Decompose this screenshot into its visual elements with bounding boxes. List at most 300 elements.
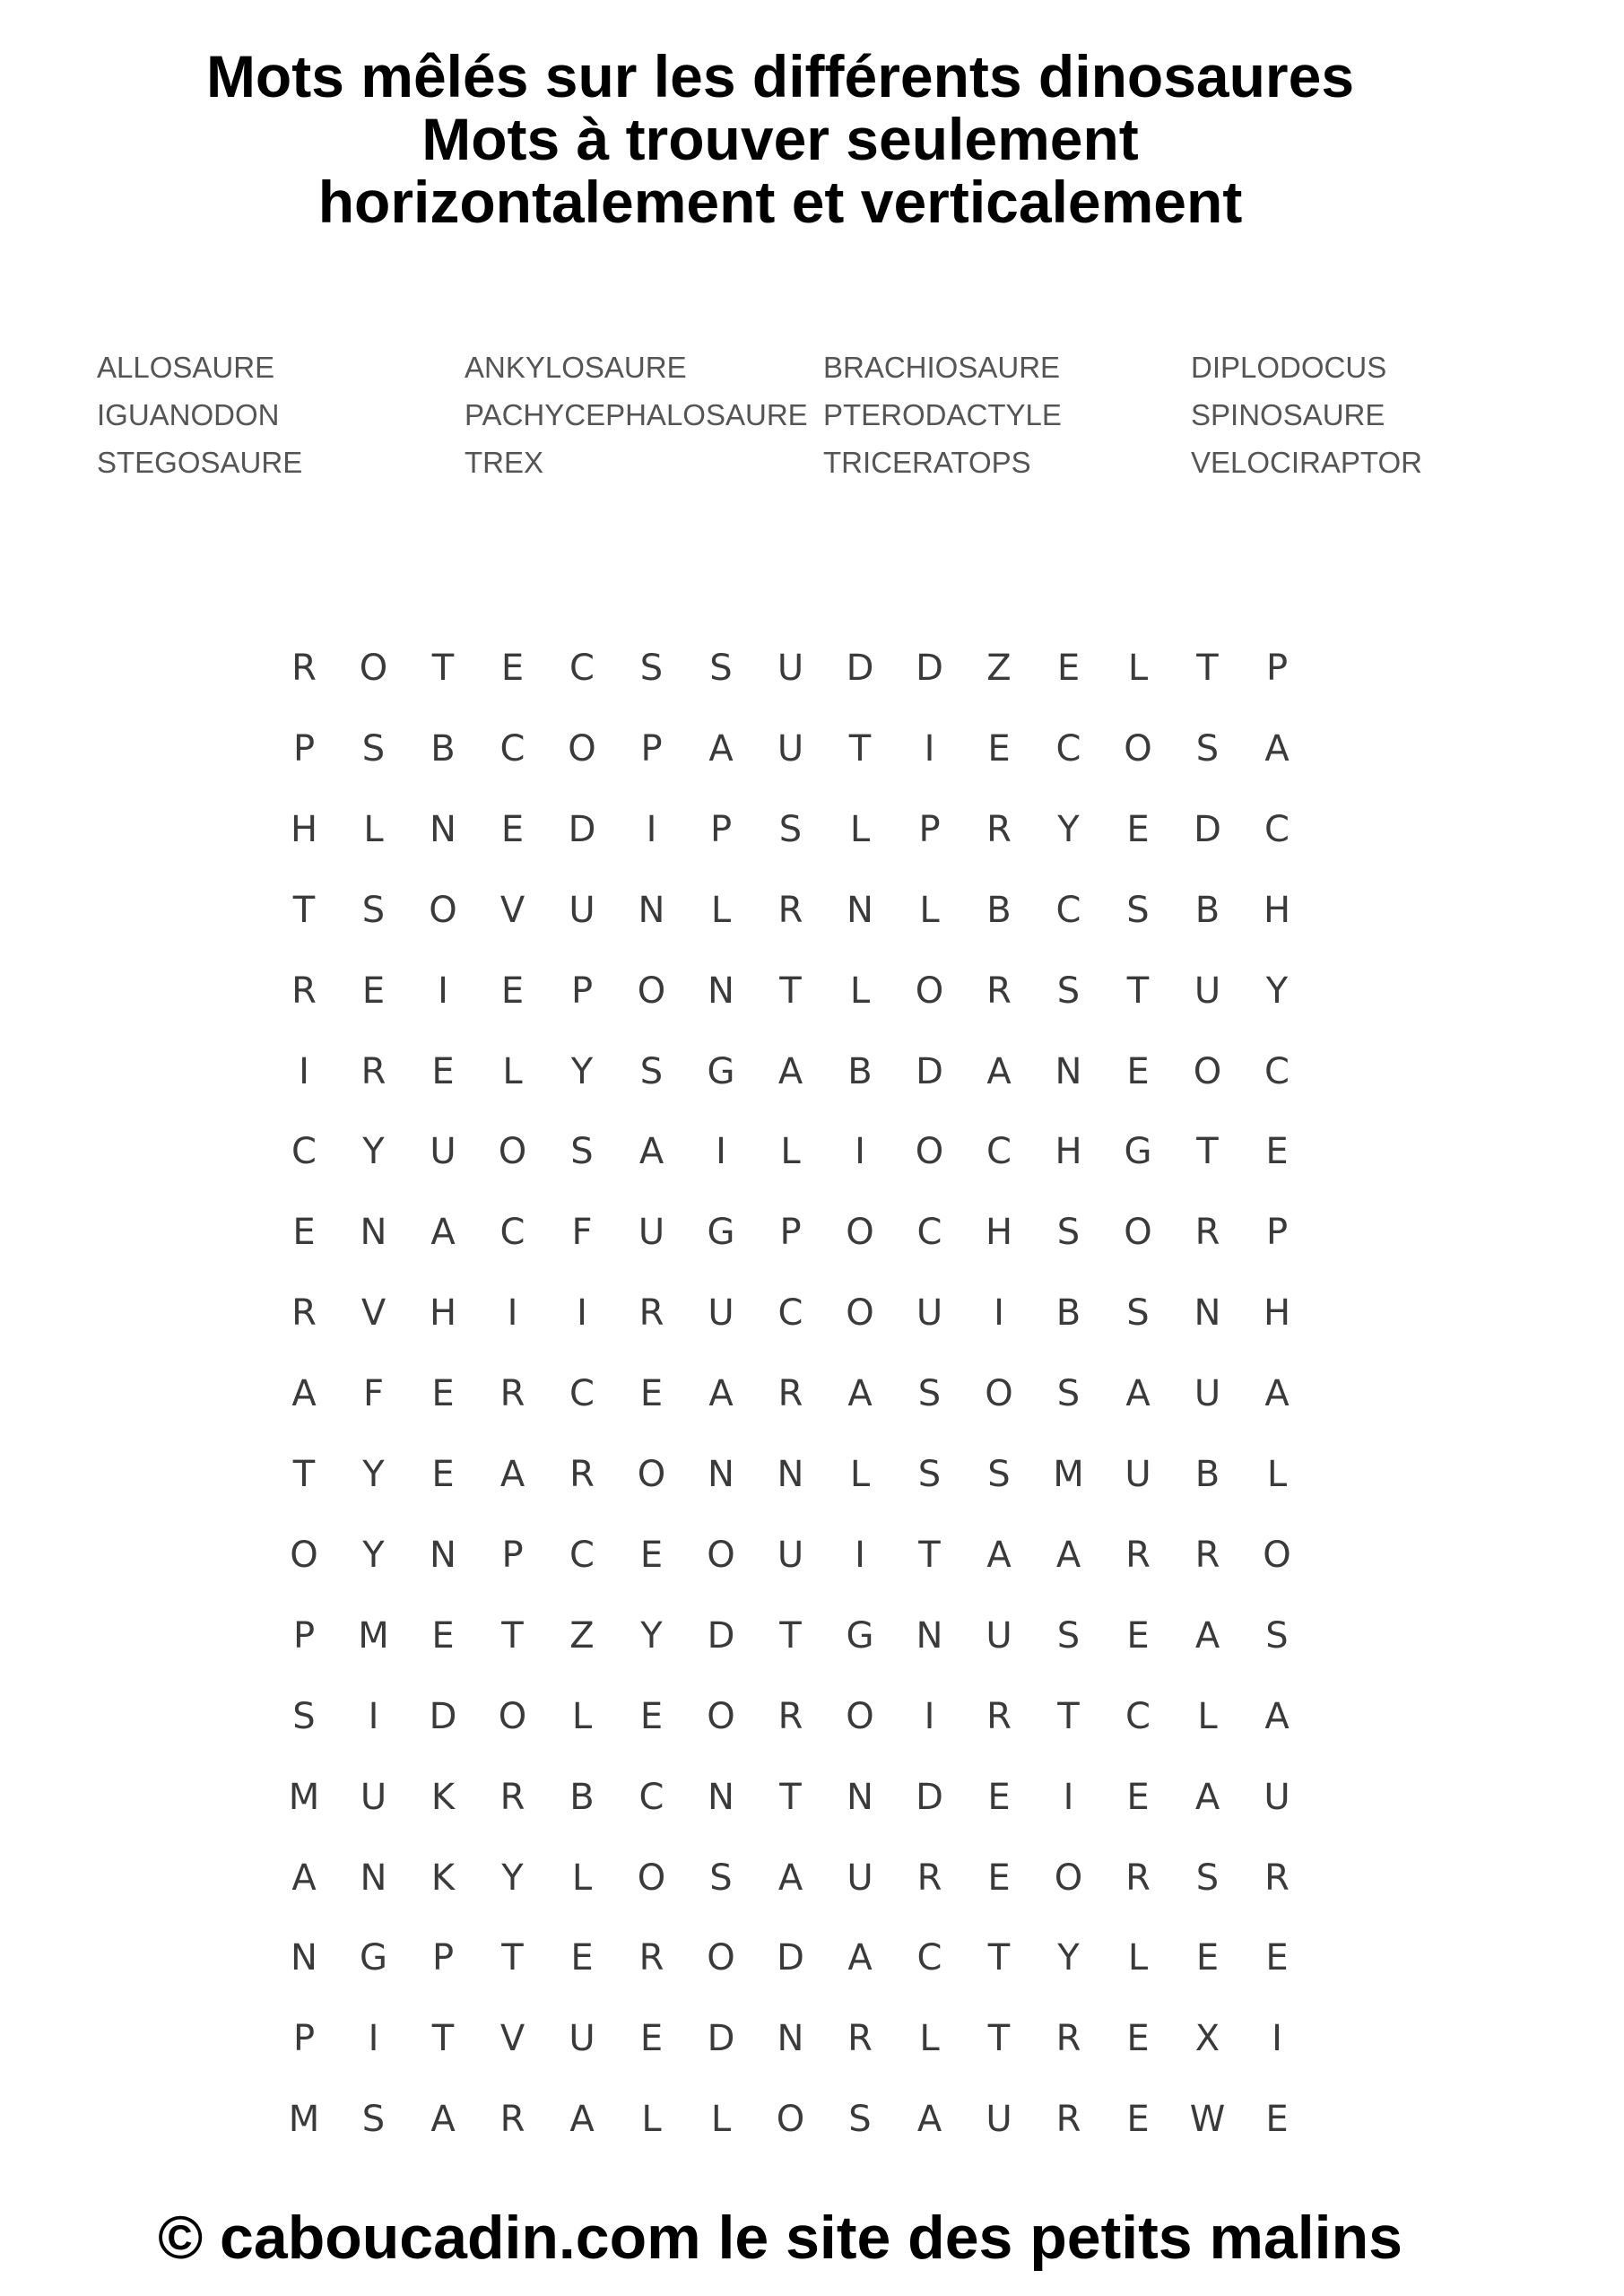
- grid-letter[interactable]: Y: [1057, 808, 1080, 850]
- grid-letter[interactable]: R: [986, 808, 1012, 850]
- grid-letter[interactable]: E: [292, 1212, 316, 1254]
- grid-letter[interactable]: U: [847, 1857, 873, 1899]
- grid-letter[interactable]: N: [777, 2018, 804, 2060]
- grid-letter[interactable]: E: [431, 1050, 455, 1092]
- grid-letter[interactable]: A: [1264, 1373, 1290, 1415]
- grid-letter[interactable]: F: [571, 1212, 593, 1254]
- grid-letter[interactable]: R: [638, 1292, 664, 1335]
- grid-letter[interactable]: A: [916, 2099, 942, 2141]
- grid-letter[interactable]: G: [707, 1050, 735, 1092]
- grid-letter[interactable]: O: [359, 648, 388, 689]
- grid-letter[interactable]: T: [987, 1937, 1011, 1979]
- grid-letter[interactable]: I: [577, 1292, 587, 1335]
- grid-letter[interactable]: O: [915, 1131, 944, 1173]
- grid-letter[interactable]: I: [368, 1695, 379, 1737]
- grid-letter[interactable]: I: [1272, 2018, 1282, 2060]
- grid-letter[interactable]: M: [288, 1776, 320, 1818]
- grid-letter[interactable]: H: [1263, 889, 1291, 931]
- grid-letter[interactable]: D: [777, 1937, 804, 1979]
- grid-letter[interactable]: R: [291, 1292, 317, 1335]
- grid-letter[interactable]: L: [780, 1131, 801, 1173]
- grid-letter[interactable]: P: [570, 970, 594, 1012]
- grid-letter[interactable]: E: [431, 1373, 455, 1415]
- grid-letter[interactable]: I: [924, 727, 935, 770]
- grid-letter[interactable]: H: [429, 1292, 457, 1335]
- grid-letter[interactable]: S: [1126, 889, 1150, 931]
- grid-letter[interactable]: C: [986, 1131, 1012, 1173]
- grid-letter[interactable]: M: [1053, 1454, 1084, 1495]
- grid-letter[interactable]: D: [1194, 808, 1221, 850]
- grid-letter[interactable]: E: [1126, 1050, 1150, 1092]
- grid-letter[interactable]: E: [500, 970, 525, 1012]
- grid-letter[interactable]: E: [639, 1534, 664, 1576]
- grid-letter[interactable]: E: [639, 2018, 664, 2060]
- grid-letter[interactable]: A: [291, 1373, 317, 1415]
- grid-letter[interactable]: S: [1056, 1614, 1081, 1657]
- grid-letter[interactable]: A: [1194, 1776, 1220, 1818]
- grid-letter[interactable]: S: [1265, 1614, 1289, 1657]
- grid-letter[interactable]: C: [1125, 1695, 1151, 1737]
- grid-letter[interactable]: L: [1266, 1454, 1288, 1495]
- word-list-item: BRACHIOSAURE: [823, 351, 1061, 384]
- grid-letter[interactable]: P: [918, 808, 941, 850]
- grid-letter[interactable]: D: [846, 648, 874, 689]
- grid-letter[interactable]: E: [1126, 1776, 1150, 1818]
- grid-letter[interactable]: T: [779, 1776, 802, 1818]
- grid-letter[interactable]: V: [499, 889, 525, 931]
- grid-letter[interactable]: P: [292, 2018, 316, 2060]
- grid-letter[interactable]: A: [847, 1373, 873, 1415]
- grid-letter[interactable]: S: [1056, 1212, 1081, 1254]
- grid-letter[interactable]: O: [1124, 1212, 1152, 1254]
- grid-letter[interactable]: R: [1194, 1534, 1220, 1576]
- grid-letter[interactable]: C: [1055, 889, 1081, 931]
- grid-letter[interactable]: D: [916, 1776, 943, 1818]
- title-line-3: horizontalement et verticalement: [317, 169, 1243, 235]
- grid-letter[interactable]: Y: [1057, 1937, 1080, 1979]
- grid-letter[interactable]: U: [708, 1292, 734, 1335]
- grid-letter[interactable]: R: [986, 1695, 1012, 1737]
- grid-letter[interactable]: N: [360, 1857, 387, 1899]
- grid-letter[interactable]: I: [855, 1131, 865, 1173]
- grid-letter[interactable]: A: [1125, 1373, 1151, 1415]
- grid-letter[interactable]: P: [640, 727, 663, 770]
- grid-letter[interactable]: N: [847, 889, 873, 931]
- grid-letter[interactable]: U: [430, 1131, 456, 1173]
- grid-letter[interactable]: L: [710, 2099, 732, 2141]
- grid-letter[interactable]: T: [779, 970, 802, 1012]
- grid-letter[interactable]: X: [1194, 2018, 1220, 2060]
- grid-letter[interactable]: R: [1125, 1534, 1151, 1576]
- grid-letter[interactable]: S: [1195, 727, 1220, 770]
- grid-letter[interactable]: B: [1194, 1454, 1220, 1495]
- grid-letter[interactable]: O: [1054, 1857, 1083, 1899]
- grid-letter[interactable]: I: [646, 808, 657, 850]
- grid-letter[interactable]: L: [502, 1050, 523, 1092]
- grid-letter[interactable]: N: [1194, 1292, 1221, 1335]
- word-list: [97, 350, 1532, 502]
- grid-letter[interactable]: M: [288, 2099, 320, 2141]
- grid-letter[interactable]: I: [299, 1050, 309, 1092]
- grid-letter[interactable]: O: [846, 1212, 874, 1254]
- grid-letter[interactable]: O: [498, 1131, 527, 1173]
- grid-letter[interactable]: U: [569, 2018, 595, 2060]
- grid-letter[interactable]: O: [707, 1534, 735, 1576]
- grid-letter[interactable]: C: [569, 1373, 595, 1415]
- grid-letter[interactable]: N: [708, 970, 734, 1012]
- grid-letter[interactable]: L: [571, 1857, 593, 1899]
- grid-letter[interactable]: B: [569, 1776, 595, 1818]
- grid-letter[interactable]: S: [361, 889, 386, 931]
- grid-letter[interactable]: R: [1055, 2018, 1081, 2060]
- grid-letter[interactable]: U: [1264, 1776, 1290, 1818]
- footer-credit: © caboucadin.com le site des petits malins: [158, 2204, 1403, 2272]
- grid-letter[interactable]: D: [707, 1614, 735, 1657]
- grid-letter[interactable]: R: [1055, 2099, 1081, 2141]
- grid-letter[interactable]: L: [849, 808, 871, 850]
- grid-letter[interactable]: E: [570, 1937, 594, 1979]
- grid-letter[interactable]: P: [431, 1937, 455, 1979]
- grid-letter[interactable]: A: [1264, 1695, 1290, 1737]
- grid-letter[interactable]: R: [777, 1373, 803, 1415]
- grid-letter[interactable]: O: [637, 1857, 666, 1899]
- grid-letter[interactable]: E: [1056, 648, 1081, 689]
- grid-letter[interactable]: S: [361, 2099, 386, 2141]
- grid-letter[interactable]: A: [847, 1937, 873, 1979]
- grid-letter[interactable]: E: [431, 1614, 455, 1657]
- grid-letter[interactable]: O: [498, 1695, 527, 1737]
- grid-letter[interactable]: N: [291, 1937, 317, 1979]
- grid-letter[interactable]: I: [368, 2018, 379, 2060]
- grid-letter[interactable]: N: [360, 1212, 387, 1254]
- grid-letter[interactable]: E: [987, 1857, 1011, 1899]
- grid-letter[interactable]: Z: [569, 1614, 595, 1657]
- grid-letter[interactable]: A: [1264, 727, 1290, 770]
- grid-letter[interactable]: S: [917, 1373, 942, 1415]
- grid-letter[interactable]: S: [361, 727, 386, 770]
- grid-letter[interactable]: T: [292, 889, 316, 931]
- grid-letter[interactable]: K: [430, 1857, 456, 1899]
- grid-letter[interactable]: N: [1055, 1050, 1082, 1092]
- grid-letter[interactable]: W: [1189, 2099, 1226, 2141]
- grid-letter[interactable]: O: [1263, 1534, 1291, 1576]
- grid-letter[interactable]: E: [500, 808, 525, 850]
- grid-letter[interactable]: S: [570, 1131, 594, 1173]
- grid-letter[interactable]: E: [639, 1373, 664, 1415]
- grid-letter[interactable]: N: [777, 1454, 804, 1495]
- grid-letter[interactable]: E: [1126, 1614, 1150, 1657]
- grid-letter[interactable]: H: [985, 1212, 1013, 1254]
- grid-letter[interactable]: A: [986, 1534, 1012, 1576]
- grid-letter[interactable]: T: [1126, 970, 1150, 1012]
- grid-letter[interactable]: B: [1055, 1292, 1081, 1335]
- grid-letter[interactable]: I: [924, 1695, 935, 1737]
- grid-letter[interactable]: H: [1055, 1131, 1082, 1173]
- grid-letter[interactable]: G: [707, 1212, 735, 1254]
- grid-letter[interactable]: E: [500, 648, 525, 689]
- grid-letter[interactable]: T: [431, 648, 455, 689]
- grid-letter[interactable]: A: [1055, 1534, 1081, 1576]
- puzzle-title: [0, 45, 1560, 233]
- grid-letter[interactable]: E: [361, 970, 386, 1012]
- grid-letter[interactable]: Y: [1265, 970, 1289, 1012]
- grid-letter[interactable]: A: [708, 727, 734, 770]
- grid-letter[interactable]: O: [1193, 1050, 1222, 1092]
- word-list-item: ALLOSAURE: [97, 351, 275, 384]
- grid-letter[interactable]: R: [916, 1857, 942, 1899]
- grid-letter[interactable]: C: [777, 1292, 803, 1335]
- grid-letter[interactable]: R: [777, 1695, 803, 1737]
- grid-letter[interactable]: O: [707, 1937, 735, 1979]
- grid-letter[interactable]: T: [1057, 1695, 1080, 1737]
- grid-letter[interactable]: P: [1265, 648, 1289, 689]
- grid-letter[interactable]: B: [1194, 889, 1220, 931]
- grid-letter[interactable]: S: [709, 648, 733, 689]
- grid-letter[interactable]: R: [847, 2018, 873, 2060]
- grid-letter[interactable]: E: [987, 727, 1011, 770]
- grid-letter[interactable]: R: [291, 648, 317, 689]
- grid-letter[interactable]: D: [916, 648, 943, 689]
- grid-letter[interactable]: C: [1264, 1050, 1290, 1092]
- grid-letter[interactable]: S: [987, 1454, 1011, 1495]
- grid-letter[interactable]: R: [1194, 1212, 1220, 1254]
- grid-letter[interactable]: R: [1125, 1857, 1151, 1899]
- grid-letter[interactable]: Y: [501, 1857, 524, 1899]
- grid-letter[interactable]: T: [501, 1937, 524, 1979]
- grid-letter[interactable]: N: [708, 1454, 734, 1495]
- grid-letter[interactable]: U: [986, 2099, 1012, 2141]
- grid-letter[interactable]: V: [499, 2018, 525, 2060]
- word-list-item: PACHYCEPHALOSAURE: [465, 398, 808, 431]
- grid-letter[interactable]: T: [1196, 1131, 1219, 1173]
- grid-letter[interactable]: A: [569, 2099, 595, 2141]
- grid-letter[interactable]: T: [431, 2018, 455, 2060]
- grid-letter[interactable]: N: [708, 1776, 734, 1818]
- grid-letter[interactable]: L: [849, 1454, 871, 1495]
- grid-letter[interactable]: N: [430, 1534, 456, 1576]
- grid-letter[interactable]: O: [776, 2099, 805, 2141]
- grid-letter[interactable]: G: [1124, 1131, 1152, 1173]
- grid-letter[interactable]: O: [985, 1373, 1013, 1415]
- grid-letter[interactable]: P: [1265, 1212, 1289, 1254]
- grid-letter[interactable]: T: [987, 2018, 1011, 2060]
- grid-letter[interactable]: D: [568, 808, 596, 850]
- grid-letter[interactable]: C: [638, 1776, 664, 1818]
- word-list-item: PTERODACTYLE: [823, 398, 1062, 431]
- grid-letter[interactable]: S: [639, 1050, 664, 1092]
- grid-letter[interactable]: U: [638, 1212, 665, 1254]
- grid-letter[interactable]: F: [362, 1373, 384, 1415]
- grid-letter[interactable]: L: [710, 889, 732, 931]
- grid-letter[interactable]: D: [707, 2018, 735, 2060]
- grid-letter[interactable]: E: [431, 1454, 455, 1495]
- grid-letter[interactable]: O: [568, 727, 596, 770]
- grid-letter[interactable]: L: [1127, 648, 1149, 689]
- grid-letter[interactable]: R: [1264, 1857, 1290, 1899]
- grid-letter[interactable]: P: [292, 727, 316, 770]
- grid-letter[interactable]: O: [429, 889, 457, 931]
- grid-letter[interactable]: U: [1125, 1454, 1151, 1495]
- grid-letter[interactable]: Y: [570, 1050, 594, 1092]
- grid-letter[interactable]: U: [777, 727, 804, 770]
- grid-letter[interactable]: C: [1264, 808, 1290, 850]
- word-list-item: STEGOSAURE: [97, 446, 303, 479]
- grid-letter[interactable]: U: [569, 889, 595, 931]
- grid-letter[interactable]: U: [986, 1614, 1012, 1657]
- grid-letter[interactable]: E: [1195, 1937, 1220, 1979]
- grid-letter[interactable]: N: [847, 1776, 873, 1818]
- grid-letter[interactable]: Y: [362, 1454, 385, 1495]
- grid-letter[interactable]: R: [777, 889, 803, 931]
- grid-letter[interactable]: C: [499, 727, 525, 770]
- grid-letter[interactable]: S: [917, 1454, 942, 1495]
- grid-letter[interactable]: L: [1197, 1695, 1218, 1737]
- grid-letter[interactable]: K: [430, 1776, 456, 1818]
- grid-letter[interactable]: E: [987, 1776, 1011, 1818]
- grid-letter[interactable]: S: [1056, 1373, 1081, 1415]
- grid-letter[interactable]: I: [507, 1292, 518, 1335]
- grid-letter[interactable]: B: [847, 1050, 873, 1092]
- grid-letter[interactable]: G: [846, 1614, 874, 1657]
- grid-letter[interactable]: S: [1056, 970, 1081, 1012]
- grid-letter[interactable]: L: [849, 970, 871, 1012]
- word-list-item: TREX: [465, 446, 544, 479]
- grid-letter[interactable]: C: [291, 1131, 317, 1173]
- grid-letter[interactable]: C: [1055, 727, 1081, 770]
- grid-letter[interactable]: L: [919, 2018, 940, 2060]
- grid-letter[interactable]: R: [499, 2099, 525, 2141]
- grid-letter[interactable]: L: [363, 808, 384, 850]
- grid-letter[interactable]: E: [1126, 2018, 1150, 2060]
- grid-letter[interactable]: L: [571, 1695, 593, 1737]
- title-line-2: Mots à trouver seulement: [421, 106, 1139, 172]
- grid-letter[interactable]: S: [1126, 1292, 1150, 1335]
- grid-letter[interactable]: U: [1194, 1373, 1221, 1415]
- word-list-item: SPINOSAURE: [1191, 398, 1385, 431]
- grid-letter[interactable]: T: [779, 1614, 802, 1657]
- grid-letter[interactable]: I: [994, 1292, 1004, 1335]
- grid-letter[interactable]: B: [430, 727, 456, 770]
- grid-letter[interactable]: I: [1063, 1776, 1074, 1818]
- grid-letter[interactable]: U: [777, 648, 804, 689]
- grid-letter[interactable]: N: [430, 808, 456, 850]
- grid-letter[interactable]: Y: [362, 1534, 385, 1576]
- grid-letter[interactable]: D: [916, 1050, 943, 1092]
- grid-letter[interactable]: G: [360, 1937, 387, 1979]
- grid-letter[interactable]: L: [919, 889, 940, 931]
- grid-letter[interactable]: P: [779, 1212, 802, 1254]
- grid-letter[interactable]: E: [1265, 1937, 1289, 1979]
- word-list-item: DIPLODOCUS: [1191, 351, 1387, 384]
- grid-letter[interactable]: C: [499, 1212, 525, 1254]
- grid-letter[interactable]: R: [569, 1454, 595, 1495]
- grid-letter[interactable]: T: [918, 1534, 941, 1576]
- grid-letter[interactable]: S: [778, 808, 803, 850]
- grid-letter[interactable]: S: [848, 2099, 872, 2141]
- grid-letter[interactable]: A: [1194, 1614, 1220, 1657]
- word-list-item: TRICERATOPS: [823, 446, 1031, 479]
- grid-letter[interactable]: O: [846, 1695, 874, 1737]
- grid-letter[interactable]: E: [639, 1695, 664, 1737]
- grid-letter[interactable]: R: [638, 1937, 664, 1979]
- grid-letter[interactable]: U: [777, 1534, 804, 1576]
- grid-letter[interactable]: N: [638, 889, 665, 931]
- grid-letter[interactable]: O: [637, 1454, 666, 1495]
- grid-letter[interactable]: P: [709, 808, 733, 850]
- grid-letter[interactable]: U: [916, 1292, 943, 1335]
- grid-letter[interactable]: P: [501, 1534, 524, 1576]
- grid-letter[interactable]: C: [916, 1212, 942, 1254]
- grid-letter[interactable]: O: [846, 1292, 874, 1335]
- grid-letter[interactable]: R: [499, 1776, 525, 1818]
- grid-letter[interactable]: S: [639, 648, 664, 689]
- grid-letter[interactable]: R: [986, 970, 1012, 1012]
- grid-letter[interactable]: O: [1124, 727, 1152, 770]
- grid-letter[interactable]: C: [569, 1534, 595, 1576]
- grid-letter[interactable]: A: [638, 1131, 664, 1173]
- grid-letter[interactable]: B: [986, 889, 1012, 931]
- grid-letter[interactable]: T: [1196, 648, 1219, 689]
- grid-letter[interactable]: M: [358, 1614, 389, 1657]
- grid-letter[interactable]: P: [292, 1614, 316, 1657]
- grid-letter[interactable]: Y: [640, 1614, 663, 1657]
- grid-letter[interactable]: O: [707, 1695, 735, 1737]
- grid-letter[interactable]: R: [360, 1050, 386, 1092]
- grid-letter[interactable]: R: [499, 1373, 525, 1415]
- grid-letter[interactable]: E: [1265, 2099, 1289, 2141]
- grid-letter[interactable]: A: [777, 1050, 803, 1092]
- grid-letter[interactable]: Y: [362, 1131, 385, 1173]
- grid-letter[interactable]: H: [1263, 1292, 1291, 1335]
- grid-letter[interactable]: N: [916, 1614, 943, 1657]
- grid-letter[interactable]: E: [1126, 808, 1150, 850]
- grid-letter[interactable]: Z: [986, 648, 1012, 689]
- grid-letter[interactable]: H: [290, 808, 318, 850]
- grid-letter[interactable]: V: [360, 1292, 386, 1335]
- grid-letter[interactable]: O: [637, 970, 666, 1012]
- grid-letter[interactable]: A: [291, 1857, 317, 1899]
- grid-letter[interactable]: L: [1127, 1937, 1149, 1979]
- grid-letter[interactable]: T: [848, 727, 872, 770]
- grid-letter[interactable]: I: [716, 1131, 726, 1173]
- grid-letter[interactable]: A: [430, 2099, 456, 2141]
- grid-letter[interactable]: C: [569, 648, 595, 689]
- grid-letter[interactable]: E: [1126, 2099, 1150, 2141]
- grid-letter[interactable]: D: [429, 1695, 457, 1737]
- grid-letter[interactable]: C: [916, 1937, 942, 1979]
- grid-letter[interactable]: A: [777, 1857, 803, 1899]
- grid-letter[interactable]: R: [291, 970, 317, 1012]
- grid-letter[interactable]: U: [1194, 970, 1221, 1012]
- grid-letter[interactable]: I: [438, 970, 448, 1012]
- grid-letter[interactable]: E: [1265, 1131, 1289, 1173]
- grid-letter[interactable]: T: [501, 1614, 524, 1657]
- grid-letter[interactable]: O: [290, 1534, 318, 1576]
- grid-letter[interactable]: S: [1195, 1857, 1220, 1899]
- grid-letter[interactable]: U: [360, 1776, 387, 1818]
- grid-letter[interactable]: O: [915, 970, 944, 1012]
- word-list-item: VELOCIRAPTOR: [1191, 446, 1422, 479]
- grid-letter[interactable]: A: [499, 1454, 525, 1495]
- grid-letter[interactable]: S: [292, 1695, 316, 1737]
- grid-letter[interactable]: S: [709, 1857, 733, 1899]
- grid-letter[interactable]: L: [641, 2099, 662, 2141]
- grid-letter[interactable]: T: [292, 1454, 316, 1495]
- grid-letter[interactable]: I: [855, 1534, 865, 1576]
- grid-letter[interactable]: A: [708, 1373, 734, 1415]
- grid-letter[interactable]: A: [430, 1212, 456, 1254]
- grid-letter[interactable]: A: [986, 1050, 1012, 1092]
